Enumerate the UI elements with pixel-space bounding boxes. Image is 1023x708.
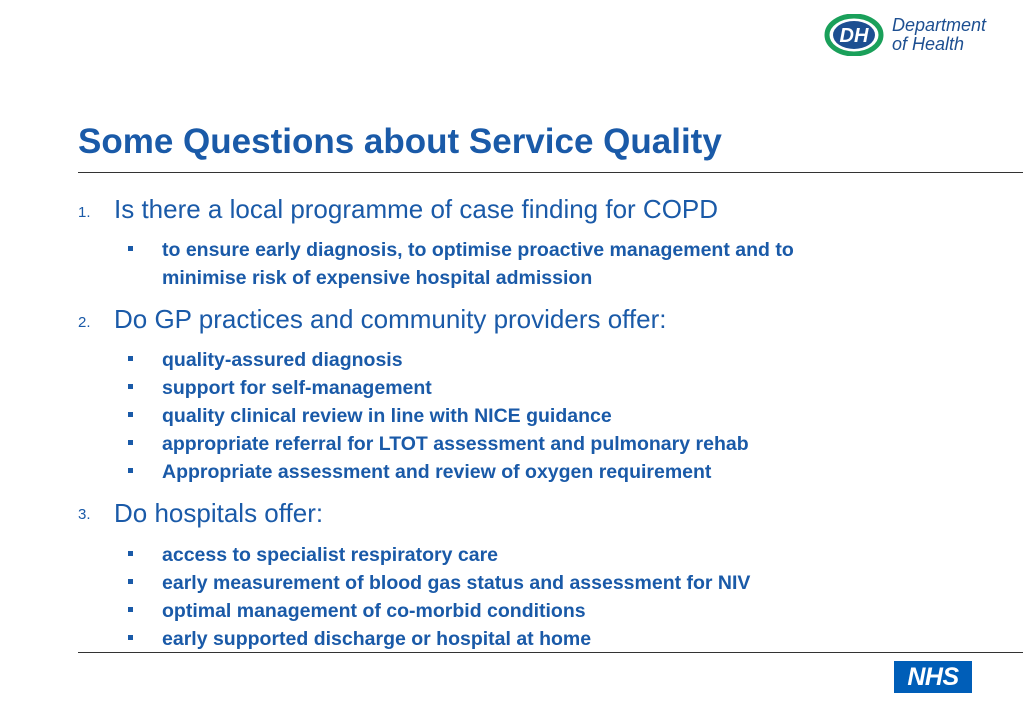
dh-line2: of Health bbox=[892, 34, 965, 54]
dh-line1: Department bbox=[892, 15, 987, 35]
title-divider bbox=[78, 172, 1023, 173]
section-heading: Is there a local programme of case finding for COPD bbox=[114, 194, 719, 224]
bullet-icon bbox=[128, 356, 133, 361]
dh-badge-text: DH bbox=[839, 25, 869, 47]
section-heading: Do hospitals offer: bbox=[114, 498, 324, 528]
section-number: 2. bbox=[78, 314, 91, 331]
dh-wordmark bbox=[892, 16, 986, 54]
bullet-icon bbox=[128, 412, 133, 417]
dh-logo bbox=[824, 12, 1014, 60]
bullet-icon bbox=[128, 607, 133, 612]
bullet-icon bbox=[128, 579, 133, 584]
bullet-icon bbox=[128, 246, 133, 251]
bullet-icon bbox=[128, 440, 133, 445]
bullet-icon bbox=[128, 551, 133, 556]
section-heading: Do GP practices and community providers offer: bbox=[114, 304, 667, 334]
bullet-icon bbox=[128, 384, 133, 389]
section-number: 1. bbox=[78, 204, 91, 221]
bullet-icon bbox=[128, 635, 133, 640]
nhs-logo: NHS bbox=[894, 661, 972, 693]
footer-divider bbox=[78, 652, 1023, 653]
page-title: Some Questions about Service Quality bbox=[78, 122, 722, 161]
section-number: 3. bbox=[78, 506, 91, 523]
dh-badge-icon bbox=[824, 14, 890, 56]
bullet-icon bbox=[128, 468, 133, 473]
